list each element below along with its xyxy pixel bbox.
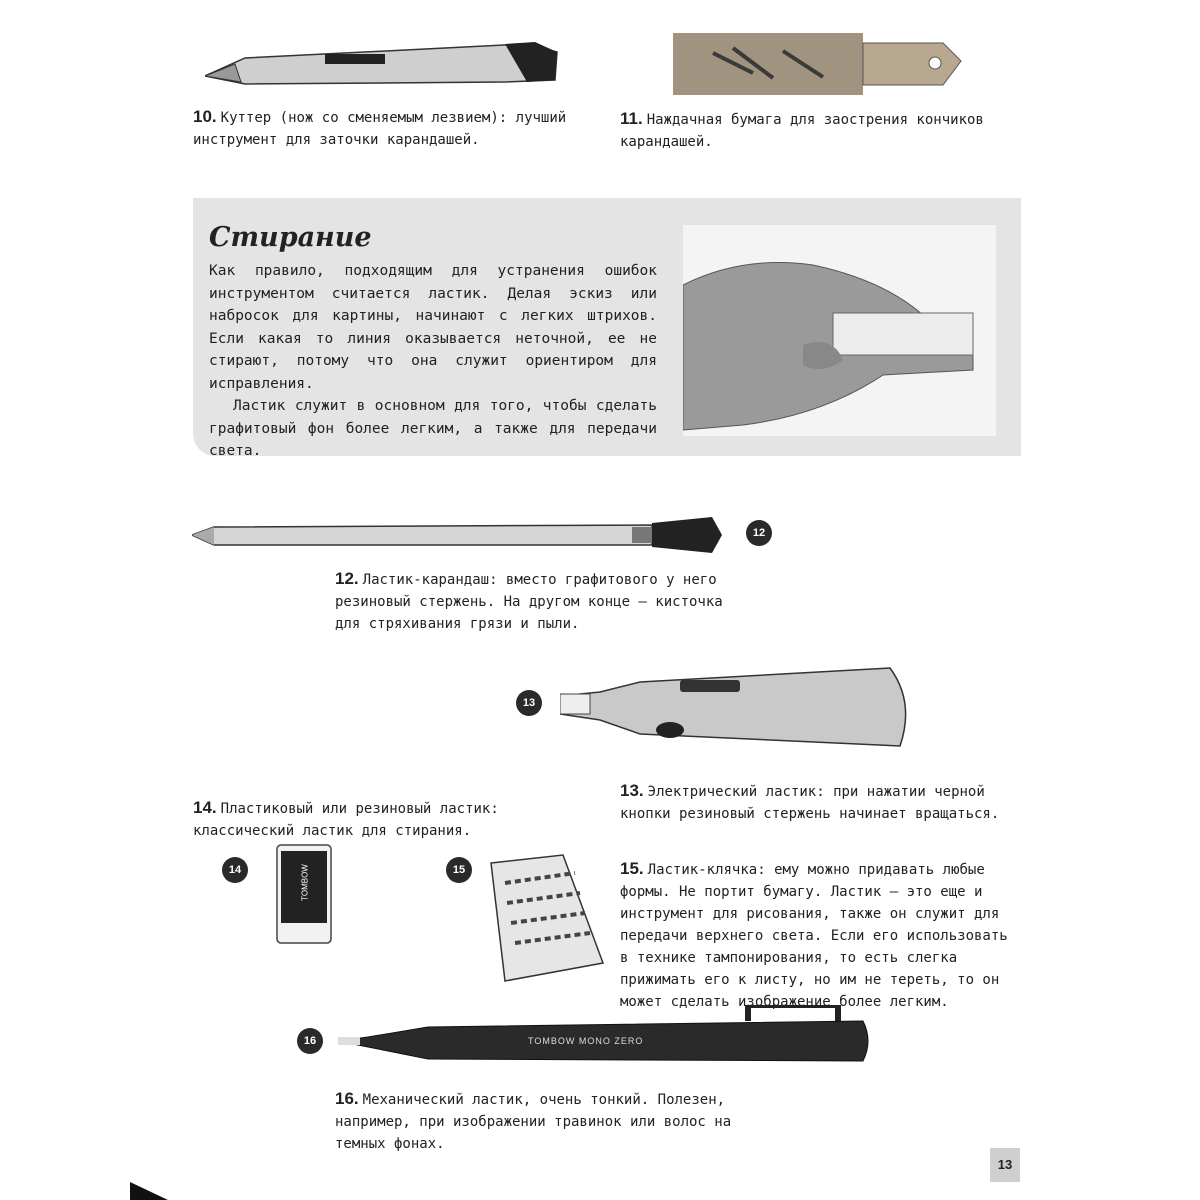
sandpaper-block-image [673, 33, 963, 95]
kneaded-eraser-image [485, 853, 607, 985]
eraser-brand-label: TOMBOW [300, 864, 310, 901]
panel-title: Стирание [209, 222, 372, 253]
badge-16: 16 [297, 1028, 323, 1054]
erasing-info-panel [193, 198, 1021, 459]
eraser-pencil-image [192, 517, 742, 553]
corner-arrow-marker [130, 1182, 170, 1200]
mechanical-eraser-label: TOMBOW MONO ZERO [528, 1036, 644, 1046]
panel-text: Как правило, подходящим для устранения ошибок инструментом считается ластик. Делая эскиз или набросок для картины, начинают с легких штрихов. Если какая то линия оказывается неточной, ее не стирают, потому что она служит ориентиром для исправления. Ластик служит в основном для того, чтобы сделать графитовый фон более легким, а также для передачи света. [209, 263, 657, 459]
hand-with-eraser-photo [683, 225, 996, 436]
badge-12: 12 [746, 520, 772, 546]
mechanical-eraser-image [338, 1005, 873, 1063]
badge-14: 14 [222, 857, 248, 883]
badge-13: 13 [516, 690, 542, 716]
caption-16: 16. Механический ластик, очень тонкий. Полезен, например, при изображении травинок или волос на темных фонах. [335, 1089, 732, 1152]
electric-eraser-image [560, 662, 920, 752]
page-number: 13 [990, 1148, 1020, 1182]
caption-11: 11. Наждачная бумага для заострения кончиков карандашей. [620, 109, 984, 150]
caption-13: 13. Электрический ластик: при нажатии черной кнопки резиновый стержень начинает вращаться. [620, 781, 1000, 822]
caption-10: 10. Куттер (нож со сменяемым лезвием): лучший инструмент для заточки карандашей. [193, 107, 567, 148]
caption-15: 15. Ластик-клячка: ему можно придавать любые формы. Не портит бумагу. Ластик — это еще и инструмент для рисования, также он служит для передачи верхнего света. Если его использовать в технике тампонирования, то есть слегка прижимать его к листу, но им не тереть, то он может сделать изображение более легким. [620, 859, 1008, 1010]
cutter-knife-image [205, 38, 565, 88]
caption-14: 14. Пластиковый или резиновый ластик: классический ластик для стирания. [193, 798, 499, 839]
badge-15: 15 [446, 857, 472, 883]
caption-12: 12. Ластик-карандаш: вместо графитового у него резиновый стержень. На другом конце — кисточка для стряхивания грязи и пыли. [335, 569, 723, 632]
